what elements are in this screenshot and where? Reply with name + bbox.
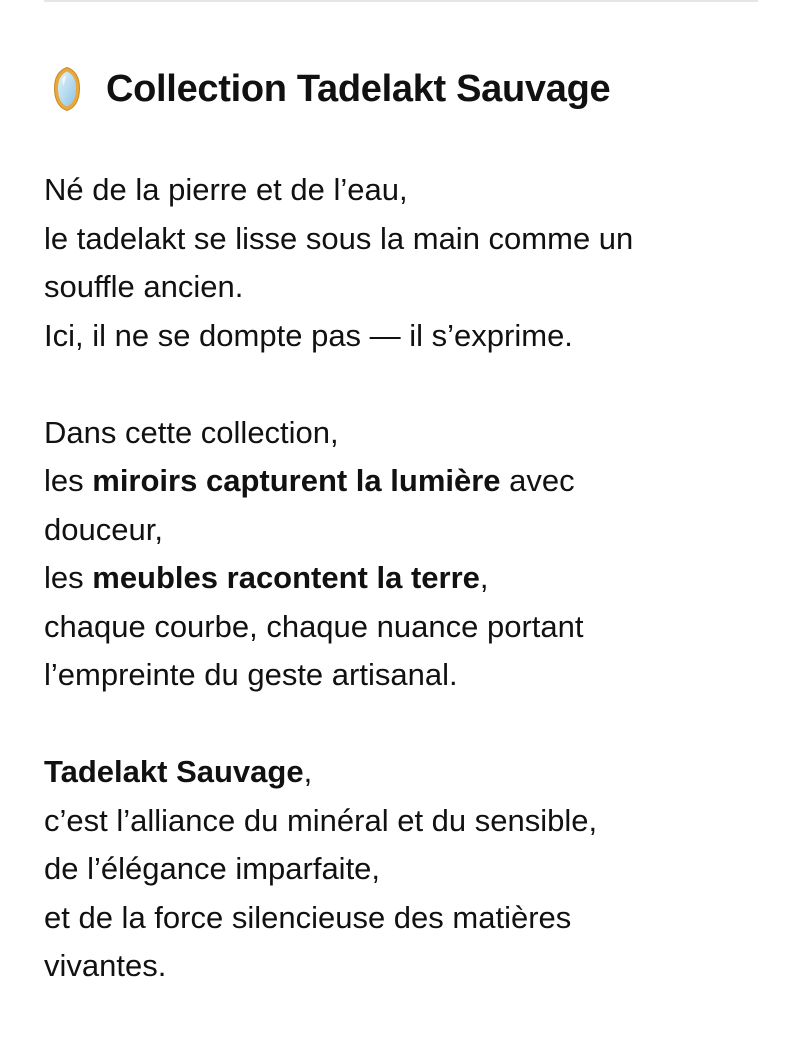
text-line bbox=[44, 554, 758, 603]
text-segment: avec bbox=[500, 463, 575, 498]
message-content bbox=[44, 58, 758, 991]
text-segment: , bbox=[303, 754, 313, 789]
text-segment: , bbox=[479, 560, 489, 595]
collection-heading bbox=[52, 58, 758, 120]
text-line: douceur, bbox=[44, 511, 163, 547]
text-line: chaque courbe, chaque nuance portant bbox=[44, 608, 584, 644]
collection-description bbox=[44, 166, 758, 991]
text-segment: les bbox=[44, 560, 93, 595]
top-divider bbox=[44, 0, 758, 2]
text-line: souffle ancien. bbox=[44, 269, 244, 304]
bold-phrase-furniture: meubles racontent la terre bbox=[92, 560, 480, 595]
text-line: l’empreinte du geste artisanal. bbox=[44, 657, 458, 692]
text-segment: les bbox=[44, 463, 93, 498]
text-line bbox=[44, 457, 758, 506]
bold-phrase-mirrors: miroirs capturent la lumière bbox=[92, 463, 501, 498]
mirror-icon bbox=[52, 66, 82, 112]
text-line: Né de la pierre et de l’eau, bbox=[44, 172, 408, 207]
text-line: c’est l’alliance du minéral et du sensible, bbox=[44, 802, 598, 838]
text-line: Ici, il ne se dompte pas — il s’exprime. bbox=[44, 317, 573, 353]
text-line: Dans cette collection, bbox=[44, 414, 339, 450]
paragraph-spacer bbox=[44, 700, 758, 749]
text-line: de l’élégance imparfaite, bbox=[44, 851, 381, 886]
text-line: vivantes. bbox=[44, 948, 167, 983]
text-line: et de la force silencieuse des matières bbox=[44, 899, 572, 935]
bold-phrase-collection-name: Tadelakt Sauvage bbox=[44, 754, 304, 789]
heading-title: Collection Tadelakt Sauvage bbox=[106, 68, 611, 110]
text-line bbox=[44, 748, 758, 797]
text-line: le tadelakt se lisse sous la main comme un bbox=[44, 220, 634, 256]
paragraph-spacer bbox=[44, 360, 758, 409]
